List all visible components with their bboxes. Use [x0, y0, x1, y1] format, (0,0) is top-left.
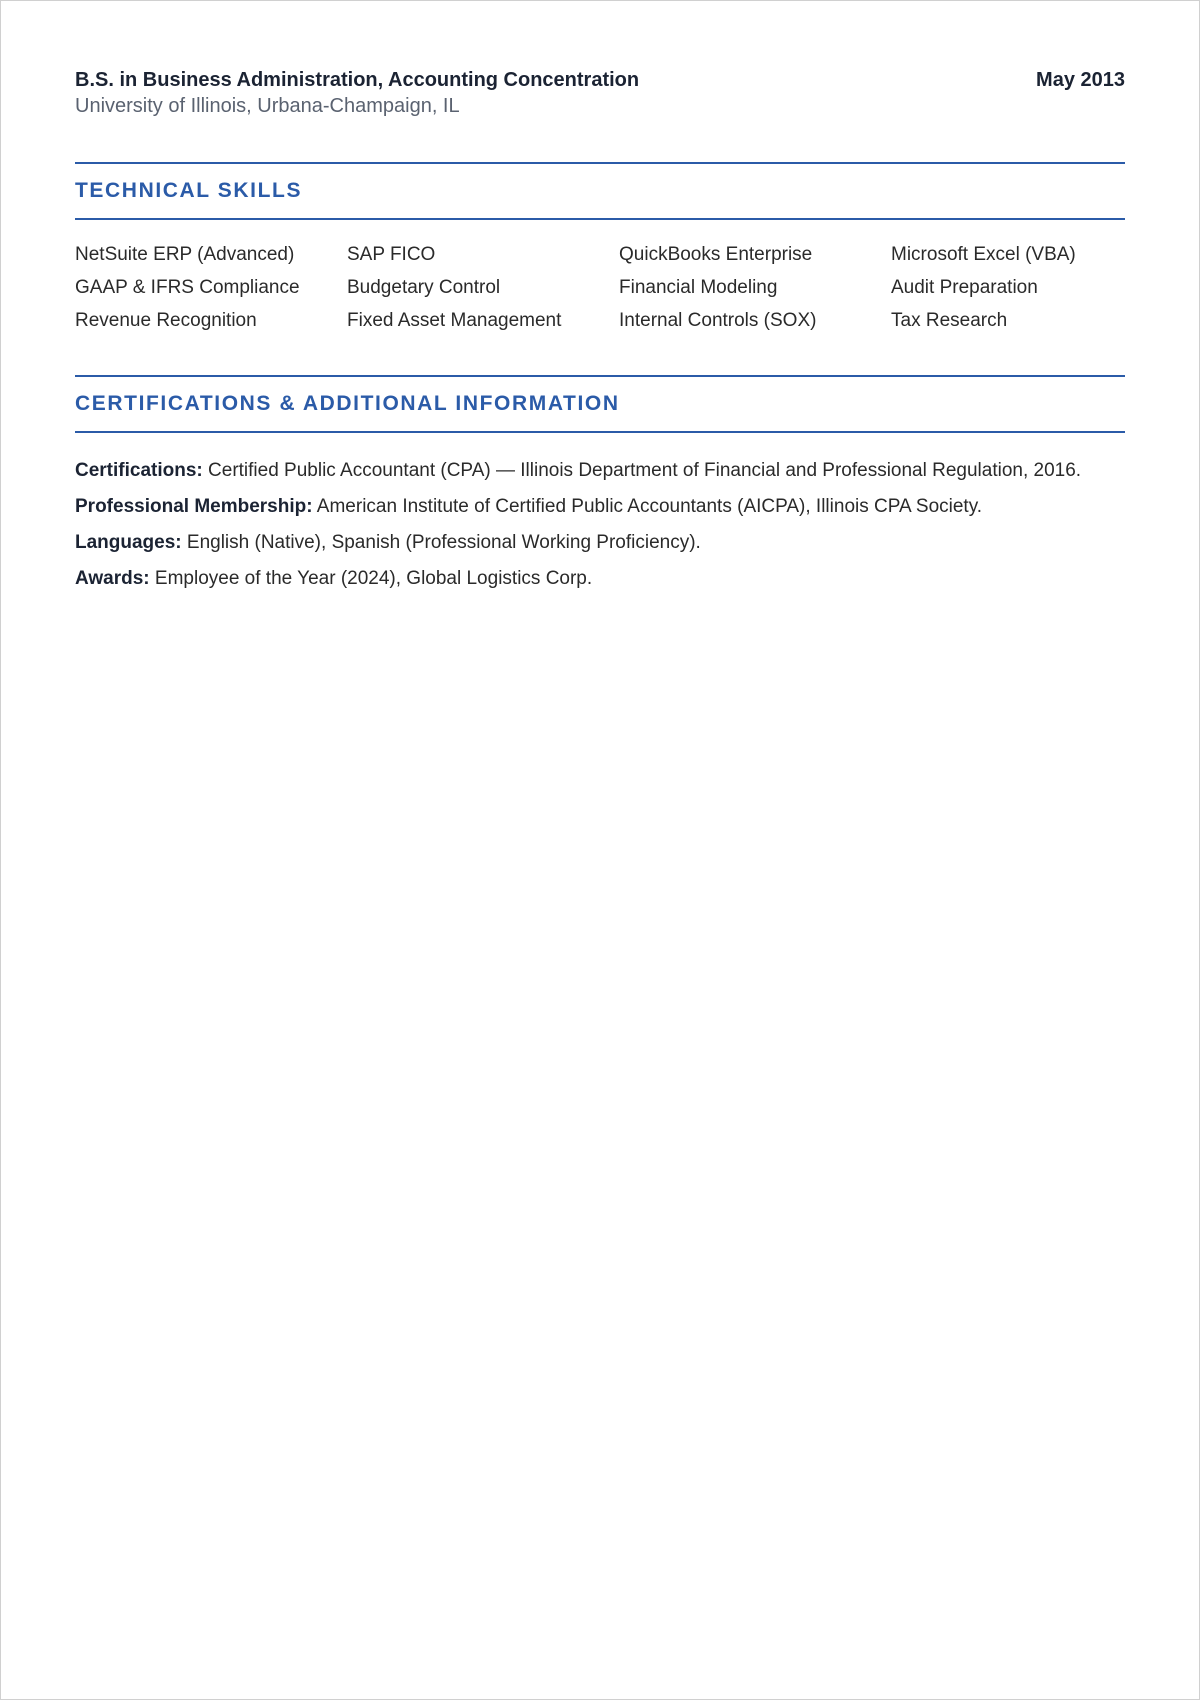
skill-item: GAAP & IFRS Compliance	[75, 277, 300, 298]
education-details	[75, 67, 639, 119]
skill-item: Internal Controls (SOX)	[619, 310, 817, 331]
skill-item: Tax Research	[891, 310, 1008, 331]
section-title: TECHNICAL SKILLS	[75, 179, 303, 202]
awards-text: Employee of the Year (2024), Global Logistics Corp.	[154, 568, 593, 589]
skill-item: Budgetary Control	[347, 277, 501, 298]
certification-label: Certifications:	[75, 460, 203, 481]
languages-text: English (Native), Spanish (Professional Working Proficiency).	[186, 532, 701, 553]
education-entry	[75, 1, 1125, 119]
skill-item: QuickBooks Enterprise	[619, 244, 813, 265]
skill-item: Revenue Recognition	[75, 310, 257, 331]
skill-item: SAP FICO	[347, 244, 436, 265]
membership-item	[75, 495, 1125, 519]
section-title: CERTIFICATIONS & ADDITIONAL INFORMATION	[75, 392, 620, 415]
certifications-list	[75, 433, 1125, 591]
awards-item	[75, 567, 1125, 591]
technical-skills-section	[75, 162, 1125, 333]
skill-item: Microsoft Excel (VBA)	[891, 244, 1076, 265]
skills-grid	[75, 220, 1125, 333]
certification-text: Certified Public Accountant (CPA) — Illinois Department of Financial and Professional Regulation, 2016.	[208, 460, 1082, 481]
languages-label: Languages:	[75, 532, 182, 553]
graduation-date: May 2013	[1036, 69, 1125, 91]
languages-item	[75, 531, 1125, 555]
membership-text: American Institute of Certified Public Accountants (AICPA), Illinois CPA Society.	[316, 496, 983, 517]
section-header	[75, 375, 1125, 433]
skill-item: NetSuite ERP (Advanced)	[75, 244, 295, 265]
certification-item	[75, 459, 1125, 483]
certifications-section	[75, 375, 1125, 591]
skill-item: Audit Preparation	[891, 277, 1038, 298]
membership-label: Professional Membership:	[75, 496, 313, 517]
school-name: University of Illinois, Urbana-Champaign, IL	[75, 95, 460, 117]
skill-item: Financial Modeling	[619, 277, 778, 298]
awards-label: Awards:	[75, 568, 150, 589]
skill-item: Fixed Asset Management	[347, 310, 562, 331]
degree-title: B.S. in Business Administration, Accounting Concentration	[75, 69, 640, 91]
section-header	[75, 162, 1125, 220]
